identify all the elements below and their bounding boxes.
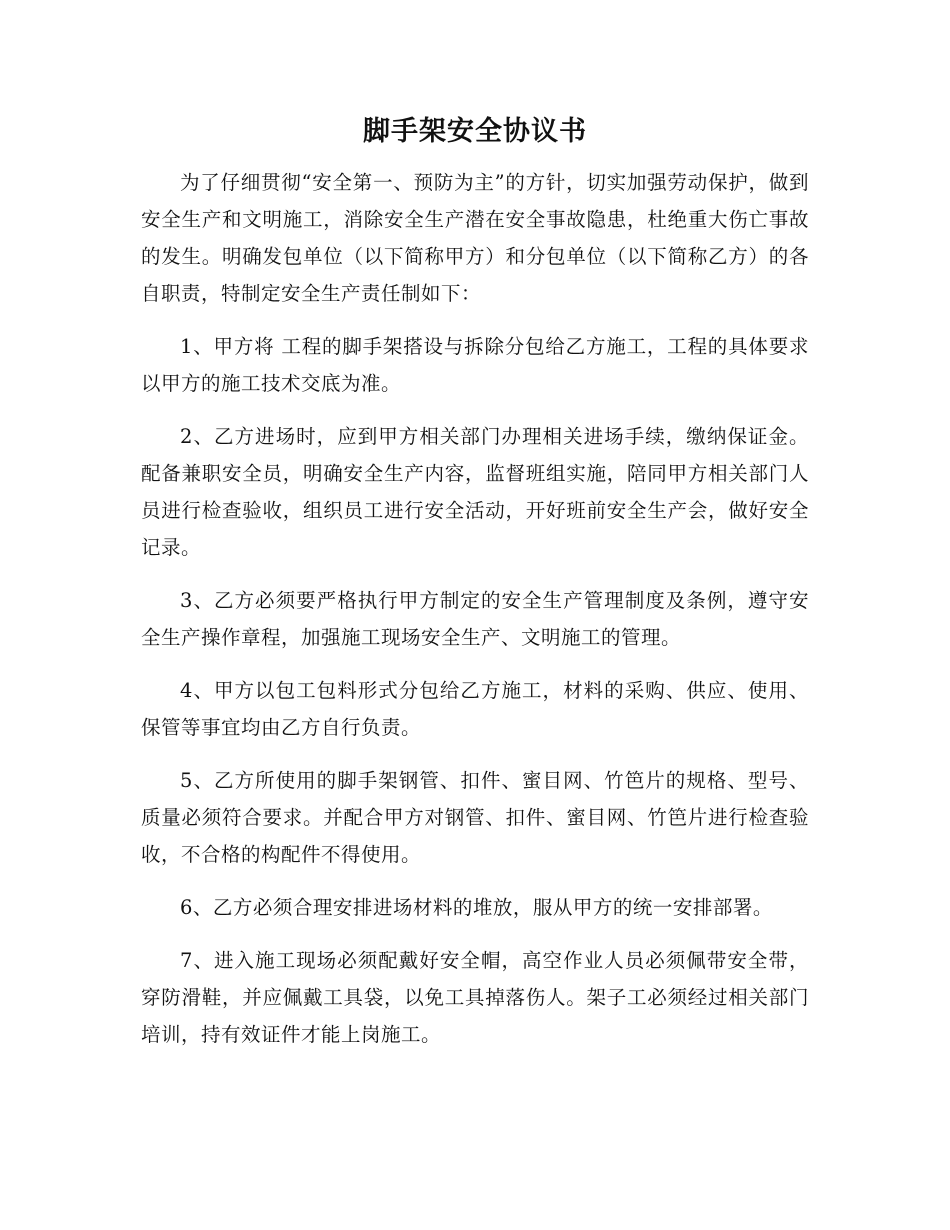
document-title: 脚手架安全协议书 <box>363 116 587 147</box>
clause-6-paragraph: 6、乙方必须合理安排进场材料的堆放，服从甲方的统一安排部署。 <box>180 896 773 919</box>
clause-7-paragraph: 7、进入施工现场必须配戴好安全帽，高空作业人员必须佩带安全带，穿防滑鞋，并应佩戴工具袋，以免工具掉落伤人。架子工必须经过相关部门培训，持有效证件才能上岗施工。 <box>141 949 809 1046</box>
clause-1-paragraph: 1、甲方将 工程的脚手架搭设与拆除分包给乙方施工，工程的具体要求以甲方的施工技术交底为准。 <box>141 335 809 395</box>
clause-5-paragraph: 5、乙方所使用的脚手架钢管、扣件、蜜目网、竹笆片的规格、型号、质量必须符合要求。并配合甲方对钢管、扣件、蜜目网、竹笆片进行检查验收，不合格的构配件不得使用。 <box>141 769 809 866</box>
clause-3-paragraph: 3、乙方必须要严格执行甲方制定的安全生产管理制度及条例，遵守安全生产操作章程，加强施工现场安全生产、文明施工的管理。 <box>141 589 809 649</box>
clause-4-paragraph: 4、甲方以包工包料形式分包给乙方施工，材料的采购、供应、使用、保管等事宜均由乙方自行负责。 <box>141 679 809 739</box>
intro-paragraph: 为了仔细贯彻“安全第一、预防为主”的方针，切实加强劳动保护，做到安全生产和文明施工，消除安全生产潜在安全事故隐患，杜绝重大伤亡事故的发生。明确发包单位（以下简称甲方）和分包单位（以下简称乙方）的各自职责，特制定安全生产责任制如下： <box>141 171 809 305</box>
clause-2-paragraph: 2、乙方进场时，应到甲方相关部门办理相关进场手续，缴纳保证金。配备兼职安全员，明确安全生产内容，监督班组实施，陪同甲方相关部门人员进行检查验收，组织员工进行安全活动，开好班前安全生产会，做好安全记录。 <box>141 425 809 559</box>
document-body <box>141 164 809 1069</box>
